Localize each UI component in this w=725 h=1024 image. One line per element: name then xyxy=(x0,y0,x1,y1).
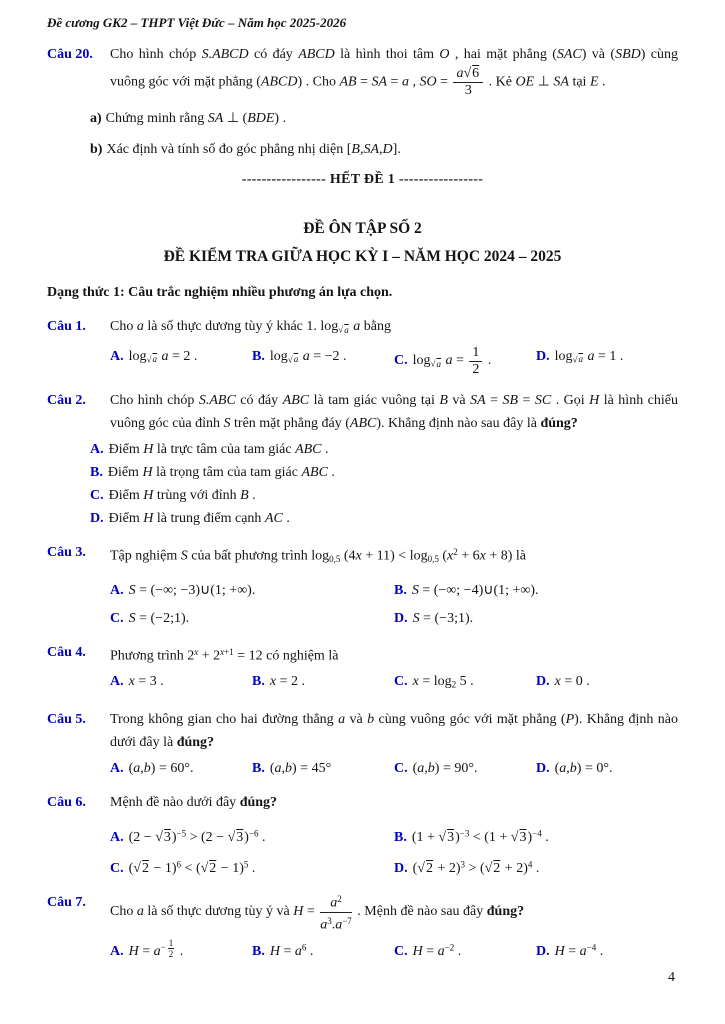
option-letter: A. xyxy=(110,674,124,690)
option-letter: C. xyxy=(90,487,104,503)
question-3-label: Câu 3. xyxy=(47,544,86,560)
option-letter: A. xyxy=(110,829,124,845)
option-letter: C. xyxy=(394,761,408,777)
option-letter: B. xyxy=(252,943,265,959)
question-4-label: Câu 4. xyxy=(47,644,86,660)
question-20-content xyxy=(110,43,678,99)
option-text: $H = a^{- \frac{1}{2}}$ . xyxy=(128,937,184,959)
question-6-options xyxy=(110,817,678,880)
question-1 xyxy=(47,315,678,378)
option-text: $\log_{√a} a = 1$ . xyxy=(554,348,624,365)
option-letter: B. xyxy=(252,348,265,364)
question-7-label: Câu 7. xyxy=(47,895,86,911)
option-text: $(√2 - 1)^6 < (√2 - 1)^5$ . xyxy=(128,859,256,877)
question-7-option-B xyxy=(252,936,394,963)
option-text: $\log_{√a} a = 2$ . xyxy=(128,348,198,365)
option-letter: D. xyxy=(536,674,550,690)
question-4-option-A xyxy=(110,670,252,697)
question-4-content xyxy=(110,641,678,697)
question-3-options xyxy=(110,574,678,630)
question-3-option-A xyxy=(110,579,394,602)
option-text: (a,b) = 0°. xyxy=(554,761,613,777)
questions-list xyxy=(47,315,678,963)
option-text: S = (−3;1). xyxy=(412,610,474,626)
option-text: $H = a^{-4}$ . xyxy=(554,942,604,959)
option-letter: D. xyxy=(536,348,550,364)
question-6-option-A xyxy=(110,822,394,849)
option-letter: A. xyxy=(110,348,124,364)
question-20-label: Câu 20. xyxy=(47,47,93,62)
question-3-body: Tập nghiệm S của bất phương trình $\log_{0,5} (4x + 11) < \log_{0,5} (x^2 + 6x + 8)$ là xyxy=(110,546,527,564)
option-letter: D. xyxy=(90,510,104,526)
option-letter: B. xyxy=(252,674,265,690)
option-letter: C. xyxy=(110,610,124,626)
option-text: Điểm H trùng với đỉnh B . xyxy=(108,487,256,503)
option-text: $\log_{√a} a$ = $\frac{1}{2}$ . xyxy=(412,344,492,377)
option-text: $(√2 + 2)^3 > (√2 + 2)^4$ . xyxy=(412,859,540,877)
option-letter: C. xyxy=(110,861,124,877)
question-3 xyxy=(47,541,678,630)
question-6-option-C xyxy=(110,854,394,881)
question-2-option-A xyxy=(90,438,678,461)
option-text: x = 0 . xyxy=(554,674,590,690)
question-7-body: Cho a là số thực dương tùy ý và H = $\frac{a^2}{a^3.a^{-7}}$ . Mệnh đề nào sau đây đúng? xyxy=(110,891,678,933)
question-2-content xyxy=(90,389,678,530)
page-number: 4 xyxy=(668,970,675,985)
practice-exam-title: ĐỀ ÔN TẬP SỐ 2 xyxy=(303,220,422,237)
question-7-content xyxy=(110,891,678,963)
question-4-option-B xyxy=(252,670,394,697)
option-text: x = 2 . xyxy=(269,674,305,690)
option-letter: C. xyxy=(394,674,408,690)
question-2 xyxy=(47,389,678,530)
question-5-label: Câu 5. xyxy=(47,712,86,728)
option-letter: D. xyxy=(394,861,408,877)
question-3-option-C xyxy=(110,607,394,630)
question-7-option-A xyxy=(110,936,252,963)
option-text: $H = a^{-2}$ . xyxy=(412,942,462,959)
document-header xyxy=(47,14,678,32)
question-1-option-A xyxy=(110,345,252,378)
question-7-option-C xyxy=(394,936,536,963)
question-1-option-D xyxy=(536,345,678,378)
question-5 xyxy=(47,708,678,780)
option-letter: B. xyxy=(394,829,407,845)
end-of-exam-1-divider: ----------------- HẾT ĐỀ 1 ----------------- xyxy=(241,172,484,187)
option-letter: A. xyxy=(110,761,124,777)
option-text: Điểm H là trung điểm cạnh AC . xyxy=(108,510,290,526)
option-letter: C. xyxy=(394,353,408,369)
question-2-option-B xyxy=(90,461,678,484)
option-letter: A. xyxy=(90,441,104,457)
option-text: (a,b) = 60°. xyxy=(128,761,194,777)
option-text: Điểm H là trọng tâm của tam giác ABC . xyxy=(107,464,335,480)
question-1-label: Câu 1. xyxy=(47,319,86,334)
option-letter: A. xyxy=(110,582,124,598)
format-note: Dạng thức 1: Câu trắc nghiệm nhiều phương án lựa chọn. xyxy=(47,285,393,300)
question-1-content xyxy=(110,315,678,378)
question-4-option-C xyxy=(394,670,536,697)
option-text: S = (−2;1). xyxy=(128,610,190,626)
question-4-option-D xyxy=(536,670,678,697)
question-7-options xyxy=(110,936,678,963)
question-3-content xyxy=(110,541,678,630)
question-6 xyxy=(47,791,678,880)
option-letter: B. xyxy=(90,464,103,480)
option-letter: D. xyxy=(394,610,408,626)
question-3-option-B xyxy=(394,579,678,602)
question-1-option-B xyxy=(252,345,394,378)
question-20-part-a xyxy=(90,107,678,130)
question-20-part-b xyxy=(90,138,678,161)
question-5-option-A xyxy=(110,757,252,780)
option-text: (a,b) = 90°. xyxy=(412,761,478,777)
option-letter: A. xyxy=(110,943,124,959)
section-titles xyxy=(47,215,678,271)
question-3-option-D xyxy=(394,607,678,630)
question-6-content xyxy=(110,791,678,880)
option-text: $H = a^6$ . xyxy=(269,942,314,959)
question-6-label: Câu 6. xyxy=(47,795,86,811)
option-text: (a,b) = 45° xyxy=(269,761,332,777)
question-6-option-B xyxy=(394,822,678,849)
question-6-option-D xyxy=(394,854,678,881)
question-1-options xyxy=(110,345,678,378)
option-letter: D. xyxy=(536,761,550,777)
option-text: S = (−∞; −3)∪(1; +∞). xyxy=(128,582,256,598)
option-letter: B. xyxy=(394,582,407,598)
question-20 xyxy=(47,43,678,99)
part-b-key: b) xyxy=(90,142,103,157)
question-6-body: Mệnh đề nào dưới đây đúng? xyxy=(110,795,278,811)
midterm-exam-title: ĐỀ KIỂM TRA GIỮA HỌC KỲ I – NĂM HỌC 2024 – 2025 xyxy=(163,248,562,265)
question-5-body: Trong không gian cho hai đường thẳng a và b cùng vuông góc với mặt phẳng (P). Khẳng định nào dưới đây là đúng? xyxy=(110,712,678,751)
question-5-content xyxy=(110,708,678,780)
question-5-option-C xyxy=(394,757,536,780)
part-b-text: Xác định và tính số đo góc phẳng nhị diện [B,SA,D]. xyxy=(106,142,401,157)
option-text: S = (−∞; −4)∪(1; +∞). xyxy=(411,582,539,598)
question-2-option-D xyxy=(90,507,678,530)
question-20-body: Cho hình chóp S.ABCD có đáy ABCD là hình thoi tâm O , hai mặt phẳng (SAC) và (SBD) cùng vuông góc với mặt phẳng (ABCD) . Cho AB = SA = a , SO = $\frac{a√6}{3}$ . Kẻ OE ⊥ SA tại E . xyxy=(110,47,679,98)
question-5-options xyxy=(110,757,678,780)
question-5-option-D xyxy=(536,757,678,780)
question-4 xyxy=(47,641,678,697)
question-4-body: Phương trình $2^x + 2^{x+1} = 12$ có nghiệm là xyxy=(110,646,339,664)
header-text: Đề cương GK2 – THPT Việt Đức – Năm học 2025-2026 xyxy=(47,15,347,30)
question-7 xyxy=(47,891,678,963)
part-a-key: a) xyxy=(90,111,102,126)
question-2-label: Câu 2. xyxy=(47,392,86,408)
option-letter: B. xyxy=(252,761,265,777)
option-letter: D. xyxy=(536,943,550,959)
question-1-option-C xyxy=(394,345,536,378)
question-1-body: Cho a là số thực dương tùy ý khác 1. $\log_{√a} a$ bằng xyxy=(110,319,391,335)
option-letter: C. xyxy=(394,943,408,959)
question-2-body: Cho hình chóp S.ABC có đáy ABC là tam giác vuông tại B và SA = SB = SC . Gọi H là hình chiếu vuông góc của đỉnh S trên mặt phẳng đáy (ABC). Khẳng định nào sau đây là đúng? xyxy=(110,392,678,431)
option-text: $(2 - √3)^{-5} > (2 - √3)^{-6}$ . xyxy=(128,828,266,845)
question-2-options xyxy=(90,438,678,530)
question-4-options xyxy=(110,670,678,697)
option-text: $x = \log_2 5$ . xyxy=(412,674,474,691)
option-text: x = 3 . xyxy=(128,674,164,690)
part-a-text: Chứng minh rằng SA ⊥ (BDE) . xyxy=(105,111,287,126)
option-text: $\log_{√a} a = -2$ . xyxy=(269,348,347,365)
question-2-option-C xyxy=(90,484,678,507)
question-5-option-B xyxy=(252,757,394,780)
question-7-option-D xyxy=(536,936,678,963)
option-text: Điểm H là trực tâm của tam giác ABC . xyxy=(108,441,329,457)
option-text: $(1 + √3)^{-3} < (1 + √3)^{-4}$ . xyxy=(411,828,549,845)
